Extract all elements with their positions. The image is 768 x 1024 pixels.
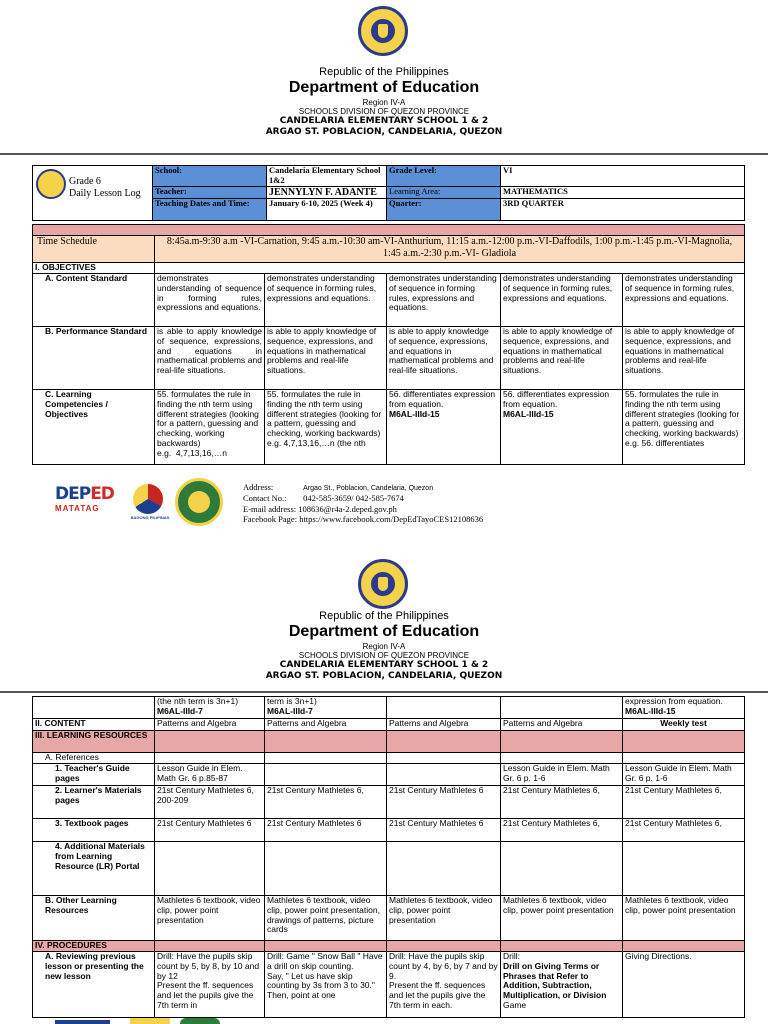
competency-2: 55. formulates the rule in finding the nth term using different strategies (looking for a pattern, guessing and checking, working backwards) e.g. 4,7,13,16,…n (the nth <box>265 390 387 465</box>
performance-standard-4: is able to apply knowledge of sequence, expressions, and equations in mathematical problems and real-life situations. <box>501 327 623 390</box>
deped-seal-icon <box>358 6 408 56</box>
performance-standard-label: B. Performance Standard <box>33 327 155 390</box>
school-value: Candelaria Elementary School 1&2 <box>267 166 387 187</box>
content-table <box>32 696 745 1018</box>
address-value: Argao St., Poblacion, Candelaria, Quezon <box>303 485 434 492</box>
bagong-pilipinas-text: BAGONG PILIPINAS <box>130 515 170 520</box>
cont-4 <box>501 697 623 719</box>
content-label: II. CONTENT <box>33 719 155 731</box>
cont-5-text: expression from equation. <box>625 696 723 706</box>
content-2: Patterns and Algebra <box>265 719 387 731</box>
am-3 <box>387 842 501 896</box>
procedures-filler-1 <box>155 941 265 952</box>
am-5 <box>623 842 745 896</box>
performance-standard-2: is able to apply knowledge of sequence, expressions, and equations in mathematical problems and real-life situations. <box>265 327 387 390</box>
cont-1-text: (the nth term is 3n+1) <box>157 696 239 706</box>
lm-1: 21st Century Mathletes 6, 200-209 <box>155 786 265 819</box>
teacher-label: Teacher: <box>153 186 267 199</box>
dll-title: Daily Lesson Log <box>69 188 141 199</box>
deped-logo-text-a: DEP <box>55 484 91 504</box>
competency-3-text: 56. differentiates expression from equation. <box>389 389 496 409</box>
review-2: Drill: Game " Snow Ball " Have a drill on skip counting. Say, " Let us have skip counting by 3s from 3 to 30." Then, point at one <box>265 952 387 1018</box>
competency-1: 55. formulates the rule in finding the nth term using different strategies (looking for a pattern, guessing and checking, working backwards) e.g. 4,7,13,16,…n <box>155 390 265 465</box>
competency-4-text: 56. differentiates expression from equation. <box>503 389 610 409</box>
other-1: Mathletes 6 textbook, video clip, power point presentation <box>155 896 265 941</box>
objectives-table <box>32 224 745 465</box>
review-4-drill-title: Drill on Giving Terms or Phrases that Refer to Addition, Subtraction, Multiplication, or Division <box>503 960 607 1001</box>
tg-5: Lesson Guide in Elem. Math Gr. 6 p. 1-6 <box>623 764 745 786</box>
content-1: Patterns and Algebra <box>155 719 265 731</box>
references-filler-3 <box>387 753 501 764</box>
deped-small-seal-icon <box>36 169 66 199</box>
header-rule-2 <box>0 691 768 693</box>
other-5: Mathletes 6 textbook, video clip, power point presentation <box>623 896 745 941</box>
deped-seal-icon-2 <box>358 559 408 609</box>
content-standard-1: demonstrates understanding of sequence in forming rules, expressions and equations. <box>155 274 265 327</box>
division-text: SCHOOLS DIVISION OF QUEZON PROVINCE <box>298 107 470 117</box>
republic-text-2: Republic of the Philippines <box>319 610 449 622</box>
republic-text: Republic of the Philippines <box>319 66 449 78</box>
school-name: CANDELARIA ELEMENTARY SCHOOL 1 & 2 <box>279 116 489 127</box>
review-4-drill: Drill: <box>503 951 520 961</box>
lm-4: 21st Century Mathletes 6, <box>501 786 623 819</box>
tb-1: 21st Century Mathletes 6 <box>155 819 265 842</box>
region-text: Region IV-A <box>362 98 406 108</box>
school-name-2: CANDELARIA ELEMENTARY SCHOOL 1 & 2 <box>279 660 489 671</box>
procedures-filler-5 <box>623 941 745 952</box>
tb-5: 21st Century Mathletes 6, <box>623 819 745 842</box>
competency-5: 55. formulates the rule in finding the nth term using different strategies (looking for a pattern, guessing and checking, working backwards) e.g. 56. differentiates <box>623 390 745 465</box>
cont-1 <box>155 697 265 719</box>
grade-level-value: VI <box>501 166 745 187</box>
other-label: B. Other Learning Resources <box>33 896 155 941</box>
lm-label: 2. Learner's Materials pages <box>33 786 155 819</box>
contact-block <box>243 482 483 524</box>
quarter-value: 3RD QUARTER <box>501 199 745 221</box>
references-label: A. References <box>33 753 155 764</box>
time-schedule-value: 8:45a.m-9:30 a.m -VI-Carnation, 9:45 a.m.-10:30 am-VI-Anthurium, 11:15 a.m.-12:00 p.m.-VI-Daffodils, 1:00 p.m.-1:45 p.m.-VI-Magnolia, 1:45 a.m.-2:30 p.m.-VI- Gladiola <box>155 236 745 263</box>
resources-filler-5 <box>623 731 745 753</box>
cont-5-code: M6AL-IIId-15 <box>625 705 676 716</box>
am-2 <box>265 842 387 896</box>
review-4-game: Game <box>503 999 527 1010</box>
dll-header-table <box>32 165 745 221</box>
cont-1-code: M6AL-IIId-7 <box>157 705 203 716</box>
tb-2: 21st Century Mathletes 6 <box>265 819 387 842</box>
bagong-pilipinas-icon <box>133 484 163 514</box>
lm-5: 21st Century Mathletes 6, <box>623 786 745 819</box>
performance-standard-5: is able to apply knowledge of sequence, expressions, and equations in mathematical problems and real-life situations. <box>623 327 745 390</box>
other-3: Mathletes 6 textbook, video clip, power point presentation <box>387 896 501 941</box>
cont-2 <box>265 697 387 719</box>
tg-3 <box>387 764 501 786</box>
tb-3: 21st Century Mathletes 6 <box>387 819 501 842</box>
performance-standard-3: is able to apply knowledge of sequence, expressions, and equations in mathematical problems and real-life situations. <box>387 327 501 390</box>
am-label: 4. Additional Materials from Learning Resource (LR) Portal <box>33 842 155 896</box>
content-standard-4: demonstrates understanding of sequence in forming rules, expressions and equations. <box>501 274 623 327</box>
procedures-filler-3 <box>387 941 501 952</box>
review-3: Drill: Have the pupils skip count by 4, by 6, by 7 and by 9. Present the ff. sequences and let the pupils give the 7th term in each. <box>387 952 501 1018</box>
competency-3 <box>387 390 501 465</box>
procedures-label: IV. PROCEDURES <box>33 941 155 952</box>
learning-area-label: Learning Area: <box>387 186 501 199</box>
lm-3: 21st Century Mathletes 6 <box>387 786 501 819</box>
content-standard-label: A. Content Standard <box>33 274 155 327</box>
tg-label: 1. Teacher's Guide pages <box>33 764 155 786</box>
review-4 <box>501 952 623 1018</box>
content-standard-2: demonstrates understanding of sequence in forming rules, expressions and equations. <box>265 274 387 327</box>
content-standard-5: demonstrates understanding of sequence in forming rules, expressions and equations. <box>623 274 745 327</box>
other-4: Mathletes 6 textbook, video clip, power point presentation <box>501 896 623 941</box>
content-5: Weekly test <box>623 719 745 731</box>
letterhead-2 <box>0 610 768 681</box>
objectives-heading: I. OBJECTIVES <box>33 263 155 274</box>
lm-2: 21st Century Mathletes 6, <box>265 786 387 819</box>
content-3: Patterns and Algebra <box>387 719 501 731</box>
dates-label: Teaching Dates and Time: <box>153 199 267 221</box>
page-2 <box>0 555 768 1024</box>
references-filler-2 <box>265 753 387 764</box>
references-filler-4 <box>501 753 623 764</box>
references-filler-1 <box>155 753 265 764</box>
deped-logo-text-b: ED <box>90 484 114 504</box>
competency-3-code: M6AL-IIId-15 <box>389 408 440 419</box>
resources-filler-3 <box>387 731 501 753</box>
quarter-label: Quarter: <box>387 199 501 221</box>
school-address-2: ARGAO ST. POBLACION, CANDELARIA, QUEZON <box>265 670 503 681</box>
grade-text: Grade 6 <box>69 176 101 187</box>
references-filler-5 <box>623 753 745 764</box>
bagong-pilipinas-logo <box>123 484 173 520</box>
cont-2-code: M6AL-IIId-7 <box>267 705 313 716</box>
content-standard-3: demonstrates understanding of sequence in forming rules, expressions and equations. <box>387 274 501 327</box>
email-value: 108636@r4a-2.deped.gov.ph <box>298 503 397 514</box>
facebook-label: Facebook Page: <box>243 513 298 524</box>
tg-4: Lesson Guide in Elem. Math Gr. 6 p. 1-6 <box>501 764 623 786</box>
cont-2-text: term is 3n+1) <box>267 696 317 706</box>
procedures-filler-2 <box>265 941 387 952</box>
competencies-label: C. Learning Competencies / Objectives <box>33 390 155 465</box>
page-footer <box>55 478 755 528</box>
pink-spacer <box>33 225 745 236</box>
am-1 <box>155 842 265 896</box>
letterhead <box>0 66 768 137</box>
resources-filler-1 <box>155 731 265 753</box>
dll-title-cell <box>33 166 153 221</box>
teacher-value: JENNYLYN F. ADANTE <box>267 186 387 199</box>
other-2: Mathletes 6 textbook, video clip, power point presentation, drawings of patterns, picture cards <box>265 896 387 941</box>
division-text-2: SCHOOLS DIVISION OF QUEZON PROVINCE <box>298 651 470 661</box>
procedures-filler-4 <box>501 941 623 952</box>
address-label: Address: <box>243 482 274 492</box>
tb-4: 21st Century Mathletes 6, <box>501 819 623 842</box>
objectives-heading-filler <box>155 263 745 274</box>
resources-label: III. LEARNING RESOURCES <box>33 731 155 753</box>
review-label: A. Reviewing previous lesson or presenting the new lesson <box>33 952 155 1018</box>
department-title-2: Department of Education <box>288 622 480 640</box>
performance-standard-1: is able to apply knowledge of sequence, expressions, and equations in mathematical problems and real-life situations. <box>155 327 265 390</box>
email-label: E-mail address: <box>243 503 297 514</box>
region-text-2: Region IV-A <box>362 642 406 652</box>
header-rule <box>0 153 768 155</box>
facebook-value: https://www.facebook.com/DepEdTayoCES12108636 <box>299 513 484 524</box>
contact-value: 042-585-3659/ 042-585-7674 <box>303 493 404 504</box>
am-4 <box>501 842 623 896</box>
next-page-footer-peek <box>55 1018 235 1024</box>
review-1: Drill: Have the pupils skip count by 5, by 8, by 10 and by 12 Present the ff. sequences and let the pupils give the 7th term in <box>155 952 265 1018</box>
cont-3 <box>387 697 501 719</box>
tg-2 <box>265 764 387 786</box>
cont-5 <box>623 697 745 719</box>
resources-filler-2 <box>265 731 387 753</box>
resources-filler-4 <box>501 731 623 753</box>
school-address: ARGAO ST. POBLACION, CANDELARIA, QUEZON <box>265 126 503 137</box>
tg-1: Lesson Guide in Elem. Math Gr. 6 p.85-87 <box>155 764 265 786</box>
learning-area-value: MATHEMATICS <box>501 186 745 199</box>
competency-4-code: M6AL-IIId-15 <box>503 408 554 419</box>
content-4: Patterns and Algebra <box>501 719 623 731</box>
review-5: Giving Directions. <box>623 952 745 1018</box>
time-schedule-label: Time Schedule <box>33 236 155 263</box>
deped-logo <box>55 484 114 513</box>
school-seal-icon <box>175 478 223 526</box>
cont-label-empty <box>33 697 155 719</box>
dates-value: January 6-10, 2025 (Week 4) <box>267 199 387 221</box>
contact-label: Contact No.: <box>243 493 287 504</box>
department-title: Department of Education <box>288 78 480 96</box>
matatag-text: MATATAG <box>55 504 100 513</box>
grade-level-label: Grade Level: <box>387 166 501 187</box>
tb-label: 3. Textbook pages <box>33 819 155 842</box>
school-label: School: <box>153 166 267 187</box>
competency-4 <box>501 390 623 465</box>
